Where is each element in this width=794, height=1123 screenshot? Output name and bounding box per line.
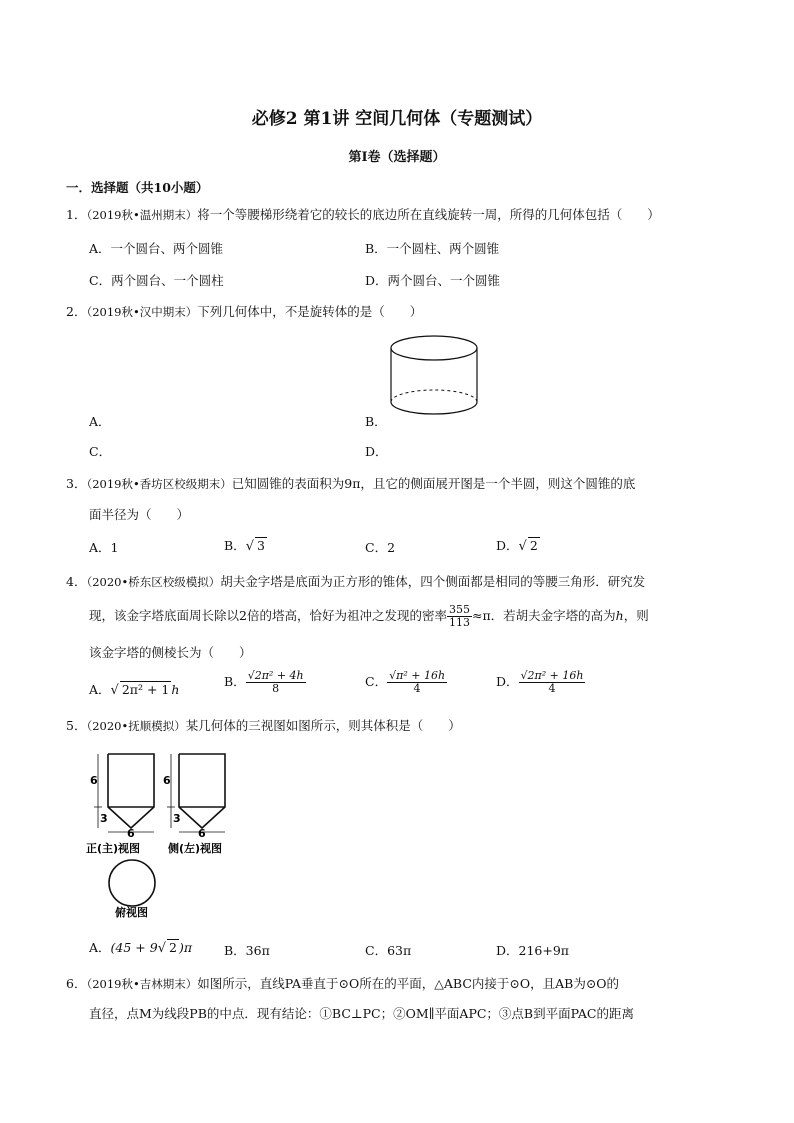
- q4-option-c: [365, 670, 447, 695]
- q1-option-d: D．两个圆台、一个圆锥: [365, 273, 501, 288]
- q3-option-b: [224, 536, 267, 554]
- q4-option-b-label: B．: [224, 674, 246, 689]
- q6-text-line1: 如图所示，直线PA垂直于⊙O所在的平面，△ABC内接于⊙O，且AB为⊙O的: [197, 976, 620, 991]
- q4-number: 4．: [66, 574, 87, 589]
- q4-fraction: [447, 604, 472, 629]
- question-2: [66, 302, 422, 322]
- q5-option-c: C．63π: [365, 943, 412, 958]
- q4-option-c-frac: [387, 670, 447, 695]
- q4-option-a-expr: 2π² + 1: [121, 682, 170, 697]
- top-view-label: 俯视图: [115, 906, 148, 919]
- q4-text-line1: 胡夫金字塔是底面为正方形的锥体，四个侧面都是相同的等腰三角形．研究发: [220, 574, 646, 589]
- q5-text: 某几何体的三视图如图所示，则其体积是（ ）: [185, 718, 461, 733]
- q5-number: 5．: [66, 718, 87, 733]
- q1-text: 将一个等腰梯形绕着它的较长的底边所在直线旋转一周，所得的几何体包括（ ）: [197, 207, 660, 222]
- question-3: [66, 474, 635, 494]
- q4-option-d-frac: [519, 670, 586, 695]
- top-view: [109, 860, 155, 919]
- q3-text-line1: 已知圆锥的表面积为9π，且它的侧面展开图是一个半圆，则这个圆锥的底: [231, 476, 636, 491]
- q4-option-d-den: 4: [548, 682, 556, 695]
- q3-option-b-label: B．: [224, 538, 246, 553]
- q4-option-a-label: A．: [89, 682, 111, 697]
- q3-option-b-radicand: 3: [256, 538, 265, 553]
- q3-option-d-radicand: 2: [529, 538, 538, 553]
- q2-option-c: C．: [89, 444, 112, 459]
- front-dim-base: 6: [127, 827, 135, 840]
- q4-option-d-num-expr: 2π² + 16h: [527, 669, 584, 682]
- q2-option-a: A．: [89, 414, 111, 429]
- section-heading: 一．选择题（共10小题）: [66, 180, 209, 195]
- q6-source: （2019秋•吉林期末）: [86, 977, 198, 991]
- side-view: [163, 754, 225, 855]
- q4-text-line2: [89, 601, 649, 631]
- q2-number: 2．: [66, 304, 87, 319]
- sqrt-icon: √: [518, 539, 527, 554]
- side-dim-base: 6: [198, 827, 206, 840]
- q1-option-a: A．一个圆台、两个圆锥: [89, 241, 224, 256]
- question-5: [66, 716, 461, 736]
- q6-text-line2: 直径，点M为线段PB的中点．现有结论：①BC⊥PC；②OM∥平面APC；③点B到平面PAC的距离: [89, 1006, 634, 1021]
- q2-option-d: D．: [365, 444, 388, 459]
- sqrt-icon: √: [520, 669, 528, 682]
- q5-option-a-radicand: 2: [168, 940, 177, 955]
- q5-option-a-expr2: )π: [178, 940, 193, 955]
- q4-option-b-frac: [246, 670, 306, 695]
- q3-number: 3．: [66, 476, 87, 491]
- sqrt-icon: √: [110, 683, 119, 698]
- q5-option-a-expr1: (45 + 9: [110, 940, 158, 955]
- q3-source: （2019秋•香坊区校级期末）: [86, 477, 232, 491]
- q1-number: 1．: [66, 207, 87, 222]
- q1-option-b: B．一个圆柱、两个圆锥: [365, 241, 500, 256]
- q4-var-h: h: [615, 608, 624, 623]
- sqrt-icon: √: [389, 669, 397, 682]
- q4-text-line3: 该金字塔的侧棱长为（ ）: [89, 645, 252, 660]
- q6-number: 6．: [66, 976, 87, 991]
- three-view-figure: [82, 748, 252, 920]
- page-subtitle: 第Ⅰ卷（选择题）: [348, 150, 446, 165]
- q2-option-b: B．: [365, 414, 387, 429]
- side-view-label: 侧(左)视图: [168, 842, 223, 855]
- side-dim-3: 3: [173, 812, 181, 825]
- front-dim-6: 6: [90, 774, 98, 787]
- q4-option-b: [224, 670, 306, 695]
- front-view: [86, 754, 154, 855]
- q4-fraction-den: 113: [448, 616, 470, 629]
- q3-option-a: A．1: [89, 540, 119, 555]
- q5-option-d: D．216+9π: [496, 943, 570, 958]
- question-1: [66, 205, 660, 225]
- sqrt-icon: √: [245, 539, 254, 554]
- q4-source: （2020•桥东区校级模拟）: [86, 575, 221, 589]
- q4-option-b-num-expr: 2π² + 4h: [254, 669, 304, 682]
- front-dim-3: 3: [100, 812, 108, 825]
- q3-option-d-label: D．: [496, 538, 519, 553]
- question-6: [66, 974, 619, 994]
- page-title: 必修2 第1讲 空间几何体（专题测试）: [251, 109, 543, 129]
- q2-text: 下列几何体中，不是旋转体的是（ ）: [197, 304, 423, 319]
- q5-option-b: B．36π: [224, 943, 270, 958]
- q3-option-d: [496, 536, 540, 554]
- q4-option-b-den: 8: [272, 682, 280, 695]
- q5-option-a: [89, 938, 192, 956]
- q4-option-d-label: D．: [496, 674, 519, 689]
- cylinder-figure: [388, 332, 480, 422]
- q5-option-a-label: A．: [89, 940, 111, 955]
- sqrt-icon: √: [247, 669, 255, 682]
- q4-fraction-num: 355: [448, 603, 470, 616]
- q2-source: （2019秋•汉中期末）: [86, 305, 198, 319]
- question-4: [66, 572, 645, 592]
- q4-text-line2a: 现，该金字塔底面周长除以2倍的塔高，恰好为祖冲之发现的密率: [89, 608, 447, 623]
- q4-option-c-den: 4: [413, 682, 421, 695]
- q4-option-a-h: h: [171, 682, 180, 697]
- q3-option-c: C．2: [365, 540, 396, 555]
- side-dim-6: 6: [163, 774, 171, 787]
- q4-option-a: [89, 680, 179, 698]
- q4-text-line2b: ，则: [623, 608, 649, 623]
- q1-option-c: C．两个圆台、一个圆柱: [89, 273, 224, 288]
- q1-source: （2019秋•温州期末）: [86, 208, 198, 222]
- sqrt-icon: √: [157, 941, 166, 956]
- q4-approx: ≈π．若胡夫金字塔的高为: [471, 608, 616, 623]
- q4-option-c-num-expr: π² + 16h: [396, 669, 446, 682]
- q5-source: （2020•抚顺模拟）: [86, 719, 186, 733]
- q4-option-c-label: C．: [365, 674, 388, 689]
- q4-option-d: [496, 670, 585, 695]
- front-view-label: 正(主)视图: [86, 842, 141, 855]
- q3-text-line2: 面半径为（ ）: [89, 507, 190, 522]
